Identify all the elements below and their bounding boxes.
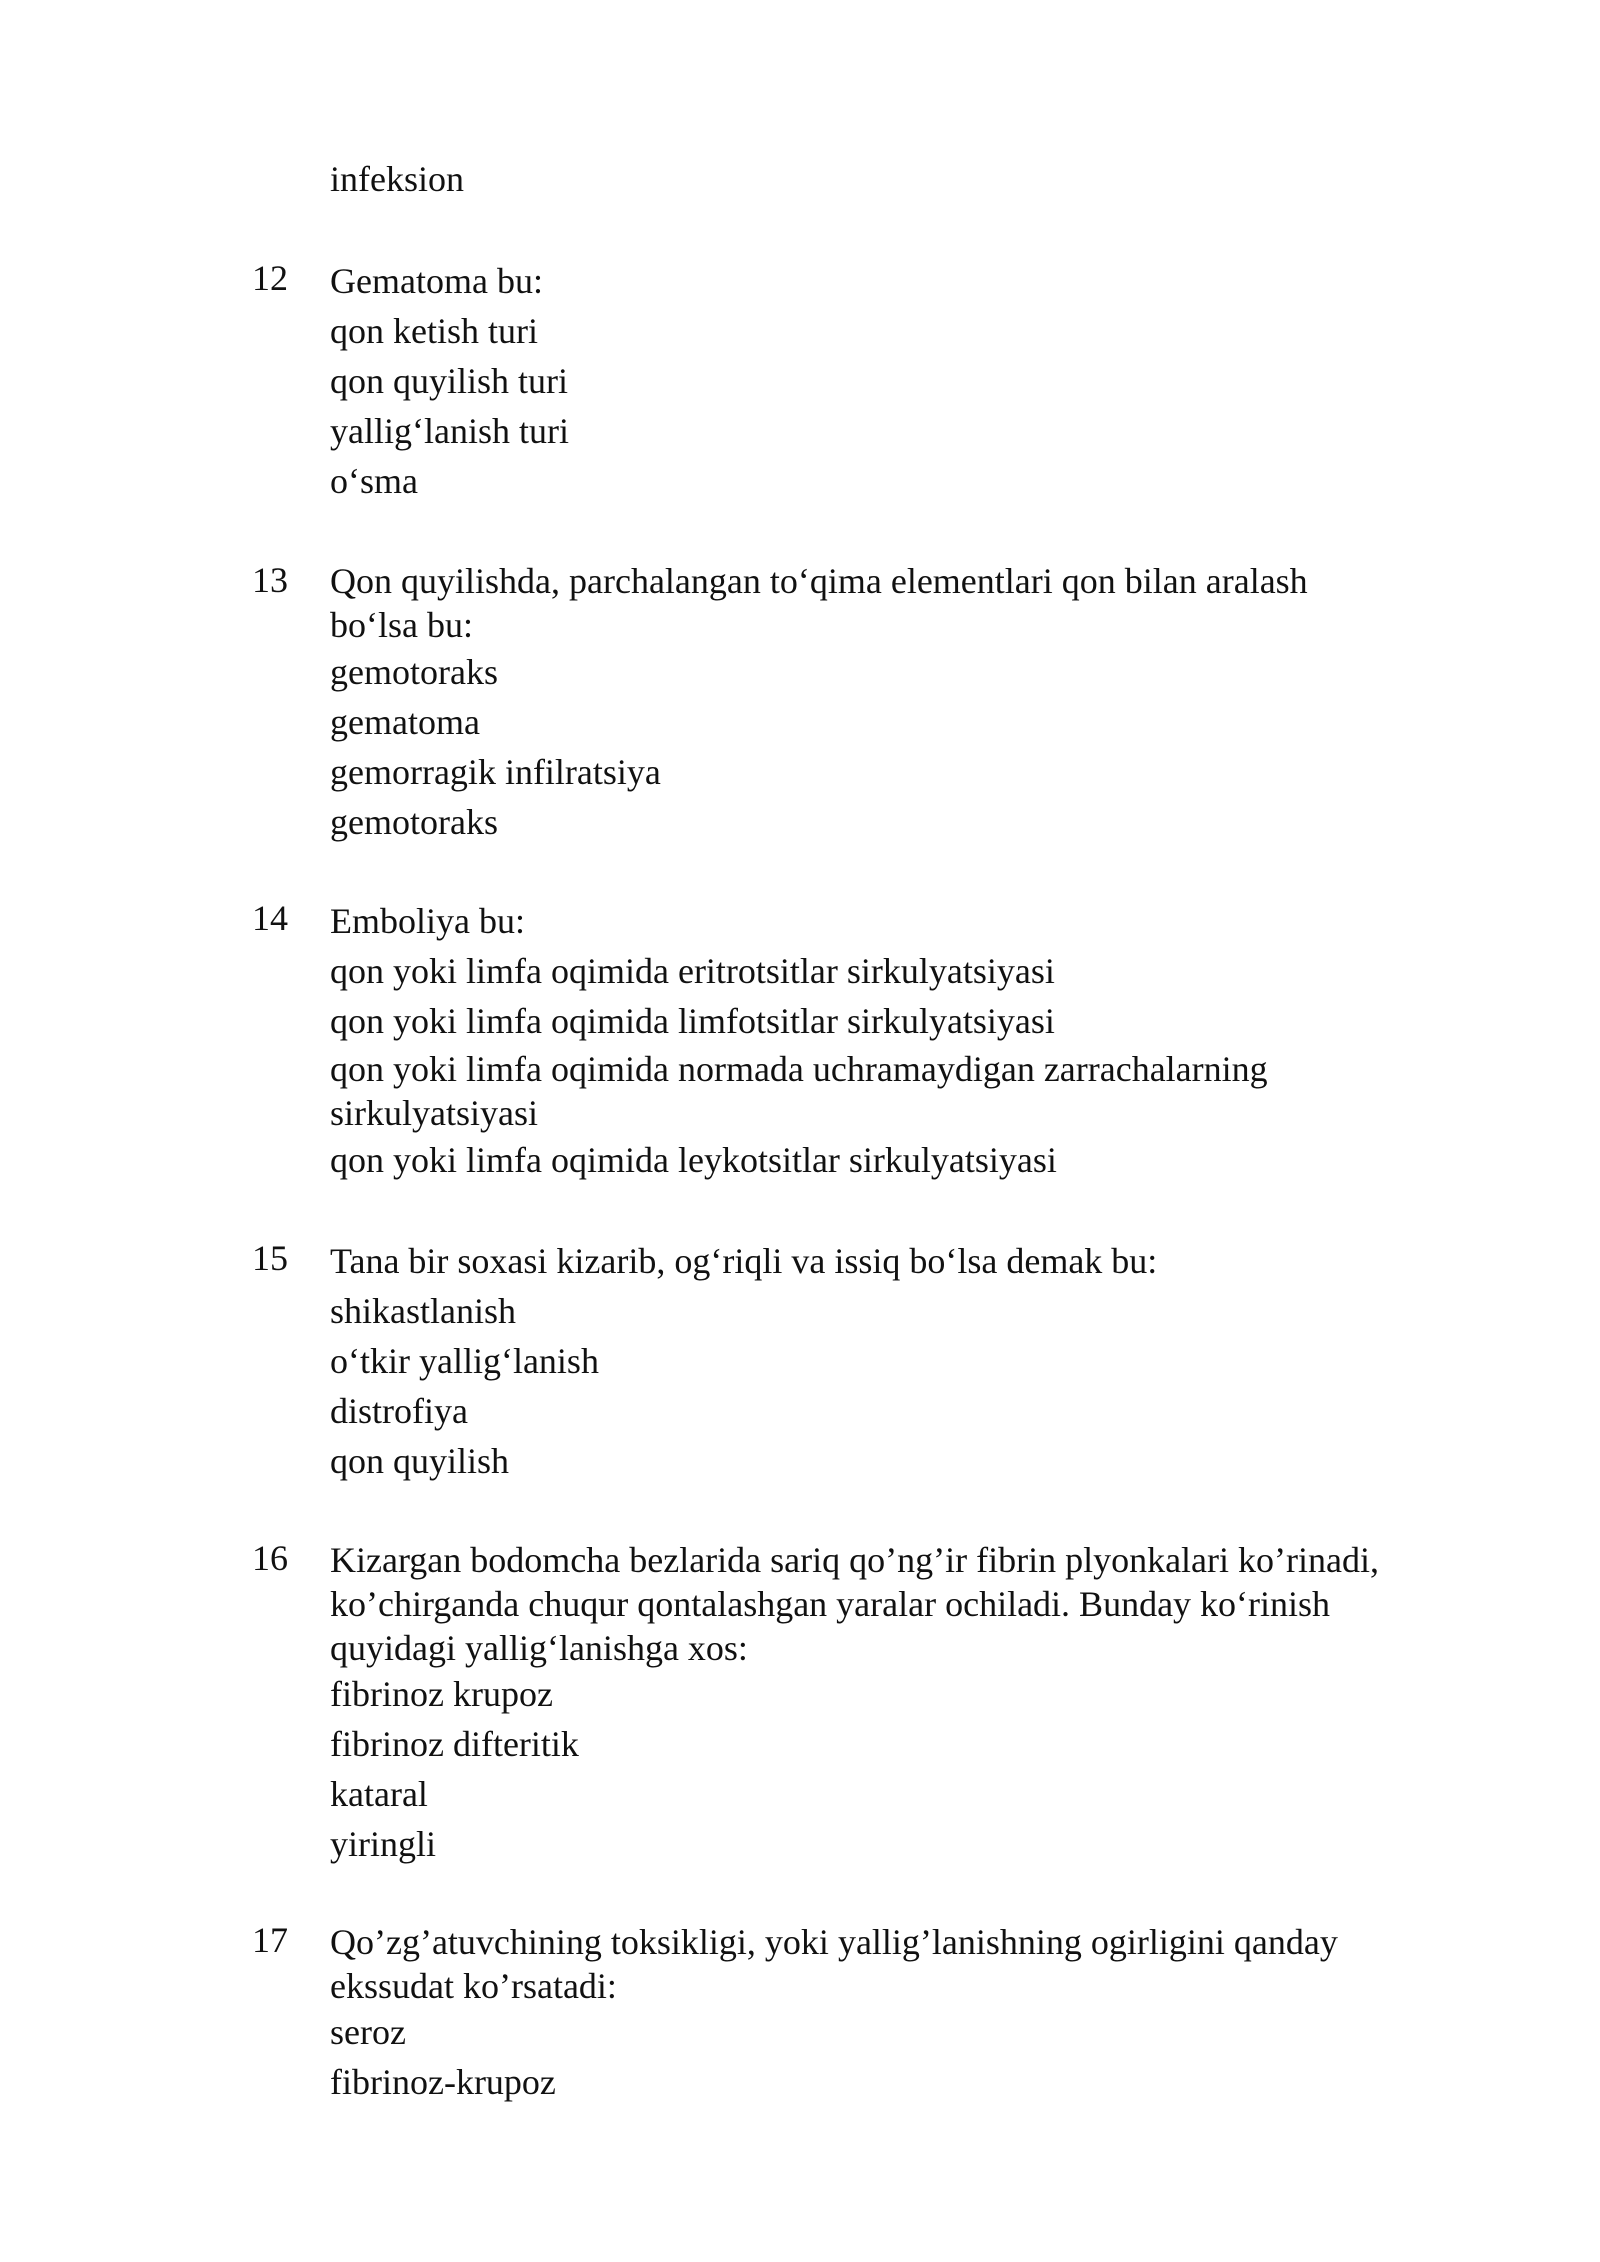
option-text: o‘sma bbox=[330, 461, 418, 501]
option-text: kataral bbox=[330, 1774, 428, 1814]
option-text: sirkulyatsiyasi bbox=[330, 1093, 538, 1133]
option-text: qon yoki limfa oqimida limfotsitlar sirkulyatsiyasi bbox=[330, 1001, 1055, 1041]
option-text: qon quyilish bbox=[330, 1441, 510, 1481]
question-text: Qon quyilishda, parchalangan to‘qima elementlari qon bilan aralash bbox=[330, 561, 1308, 601]
question-text: Qo’zg’atuvchining toksikligi, yoki yallig’lanishning ogirligini qanday bbox=[330, 1922, 1338, 1962]
question-number: 14 bbox=[252, 898, 288, 938]
question-text: ekssudat ko’rsatadi: bbox=[330, 1966, 617, 2006]
question-text: Emboliya bu: bbox=[330, 901, 525, 941]
option-text: seroz bbox=[330, 2012, 406, 2052]
option-text: shikastlanish bbox=[330, 1291, 516, 1331]
option-text: fibrinoz krupoz bbox=[330, 1674, 553, 1714]
question-text: Gematoma bu: bbox=[330, 261, 543, 301]
option-text: gemotoraks bbox=[330, 802, 498, 842]
option-text: gematoma bbox=[330, 702, 480, 742]
option-text: gemorragik infilratsiya bbox=[330, 752, 661, 792]
option-text: infeksion bbox=[330, 159, 464, 199]
option-text: qon yoki limfa oqimida eritrotsitlar sirkulyatsiyasi bbox=[330, 951, 1055, 991]
option-text: yallig‘lanish turi bbox=[330, 411, 569, 451]
option-text: qon ketish turi bbox=[330, 311, 538, 351]
question-number: 15 bbox=[252, 1238, 288, 1278]
question-number: 13 bbox=[252, 560, 288, 600]
question-text: bo‘lsa bu: bbox=[330, 605, 473, 645]
question-text: Tana bir soxasi kizarib, og‘riqli va issiq bo‘lsa demak bu: bbox=[330, 1241, 1158, 1281]
option-text: fibrinoz difteritik bbox=[330, 1724, 579, 1764]
question-text: ko’chirganda chuqur qontalashgan yaralar ochiladi. Bunday ko‘rinish bbox=[330, 1584, 1331, 1624]
option-text: qon yoki limfa oqimida leykotsitlar sirkulyatsiyasi bbox=[330, 1140, 1057, 1180]
question-number: 16 bbox=[252, 1538, 288, 1578]
option-text: fibrinoz-krupoz bbox=[330, 2062, 556, 2102]
option-text: gemotoraks bbox=[330, 652, 498, 692]
question-number: 17 bbox=[252, 1920, 288, 1960]
option-text: qon yoki limfa oqimida normada uchramaydigan zarrachalarning bbox=[330, 1049, 1268, 1089]
question-number: 12 bbox=[252, 258, 288, 298]
option-text: qon quyilish turi bbox=[330, 361, 569, 401]
option-text: distrofiya bbox=[330, 1391, 468, 1431]
question-text: quyidagi yallig‘lanishga xos: bbox=[330, 1628, 748, 1668]
option-text: yiringli bbox=[330, 1824, 436, 1864]
question-text: Kizargan bodomcha bezlarida sariq qo’ng’ir fibrin plyonkalari ko’rinadi, bbox=[330, 1540, 1379, 1580]
option-text: o‘tkir yallig‘lanish bbox=[330, 1341, 599, 1381]
